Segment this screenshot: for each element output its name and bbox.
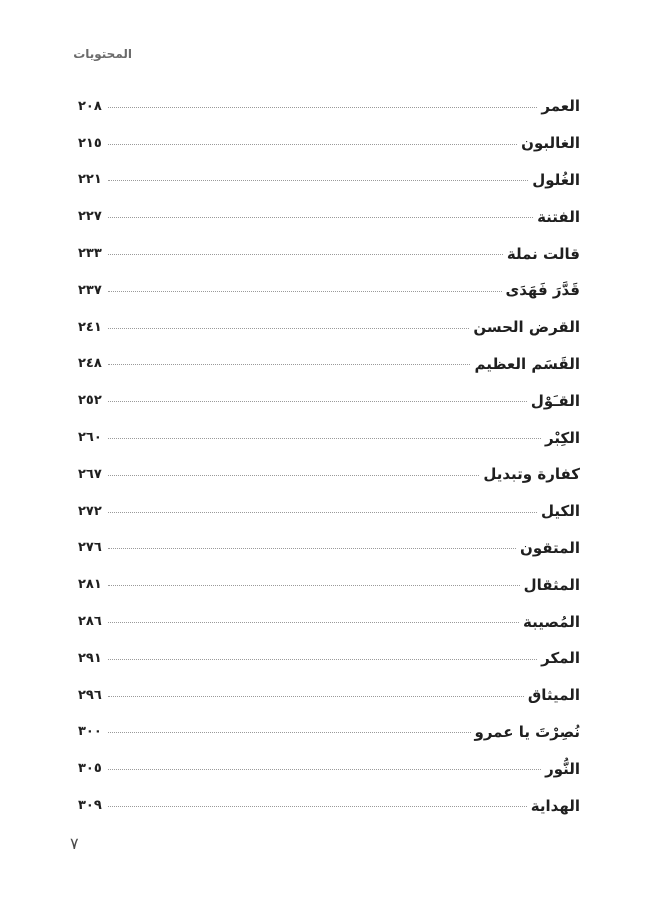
toc-entry-page: ٢٧٢	[78, 503, 102, 519]
dotted-leader	[108, 659, 537, 660]
toc-entry-page: ٢٥٢	[78, 393, 102, 409]
dotted-leader	[108, 217, 533, 218]
toc-entry-title: الغُلول	[532, 170, 580, 189]
toc-entry-page: ٢٦٠	[78, 430, 102, 446]
toc-entry[interactable]	[78, 456, 580, 493]
toc-entry[interactable]	[78, 162, 580, 199]
toc-entry[interactable]	[78, 382, 580, 419]
dotted-leader	[108, 328, 469, 329]
toc-entry[interactable]	[78, 640, 580, 677]
toc-entry-page: ٢٩٦	[78, 687, 102, 703]
dotted-leader	[108, 291, 502, 292]
toc-entry-page: ٢٧٦	[78, 540, 102, 556]
running-header-title: المحتويات	[73, 47, 132, 61]
toc-entry[interactable]	[78, 419, 580, 456]
toc-entry-page: ٣٠٠	[78, 724, 102, 740]
dotted-leader	[108, 144, 517, 145]
dotted-leader	[108, 180, 528, 181]
toc-entry[interactable]	[78, 125, 580, 162]
toc-entry-title: الميثاق	[527, 686, 580, 705]
toc-entry-title: المُصيبة	[523, 612, 580, 631]
toc-entry-page: ٢٨٦	[78, 614, 102, 630]
dotted-leader	[108, 696, 524, 697]
toc-entry-page: ٣٠٩	[78, 798, 102, 814]
dotted-leader	[108, 254, 503, 255]
toc-entry[interactable]	[78, 714, 580, 751]
toc-entry-page: ٢٠٨	[78, 98, 102, 114]
toc-entry-title: الكِبْر	[545, 428, 580, 447]
dotted-leader	[108, 512, 537, 513]
toc-entry[interactable]	[78, 88, 580, 125]
dotted-leader	[108, 622, 519, 623]
toc-entry-title: الهداية	[530, 796, 580, 815]
toc-entry-title: قالت نملة	[506, 244, 580, 263]
toc-entry-title: قَدَّرَ فَهَدَى	[505, 281, 580, 300]
dotted-leader	[108, 438, 541, 439]
toc-entry[interactable]	[78, 235, 580, 272]
toc-entry[interactable]	[78, 677, 580, 714]
toc-entry-title: المثقال	[523, 575, 580, 594]
dotted-leader	[108, 806, 527, 807]
toc-entry-page: ٢٨١	[78, 577, 102, 593]
toc-entry[interactable]	[78, 530, 580, 567]
toc-entry-title: القَسَم العظيم	[474, 354, 580, 373]
toc-entry-page: ٣٠٥	[78, 761, 102, 777]
dotted-leader	[108, 548, 516, 549]
toc-entry-title: الفتنة	[537, 207, 580, 226]
toc-entry[interactable]	[78, 272, 580, 309]
table-of-contents	[78, 88, 580, 824]
toc-entry-page: ٢٤١	[78, 319, 102, 335]
dotted-leader	[108, 475, 479, 476]
dotted-leader	[108, 401, 527, 402]
toc-entry-title: نُصِرْتَ يا عمرو	[474, 722, 580, 741]
toc-entry-title: القـَوْل	[530, 391, 580, 410]
dotted-leader	[108, 364, 470, 365]
toc-entry-page: ٢٣٣	[78, 246, 102, 262]
toc-entry[interactable]	[78, 750, 580, 787]
toc-entry-page: ٢٢٧	[78, 209, 102, 225]
dotted-leader	[108, 769, 541, 770]
dotted-leader	[108, 732, 471, 733]
toc-entry[interactable]	[78, 346, 580, 383]
toc-entry-title: الكيل	[540, 502, 580, 521]
dotted-leader	[108, 585, 520, 586]
dotted-leader	[108, 107, 537, 108]
toc-entry-title: العمر	[541, 97, 580, 116]
toc-entry[interactable]	[78, 493, 580, 530]
toc-entry[interactable]	[78, 603, 580, 640]
toc-entry-title: النُّور	[545, 759, 580, 778]
toc-entry-page: ٢٣٧	[78, 282, 102, 298]
toc-entry-page: ٢٢١	[78, 172, 102, 188]
toc-entry-page: ٢٦٧	[78, 466, 102, 482]
toc-entry[interactable]	[78, 787, 580, 824]
toc-entry-title: كفارة وتبديل	[483, 465, 580, 484]
toc-entry-page: ٢١٥	[78, 135, 102, 151]
toc-entry-page: ٢٤٨	[78, 356, 102, 372]
toc-entry-title: القرض الحسن	[473, 318, 580, 337]
toc-entry-title: المتقون	[520, 538, 580, 557]
toc-entry[interactable]	[78, 198, 580, 235]
toc-entry-title: المكر	[541, 649, 580, 668]
page-number: ٧	[70, 834, 79, 853]
toc-entry-page: ٢٩١	[78, 650, 102, 666]
toc-entry-title: الغالبون	[521, 134, 580, 153]
toc-entry[interactable]	[78, 309, 580, 346]
toc-entry[interactable]	[78, 566, 580, 603]
